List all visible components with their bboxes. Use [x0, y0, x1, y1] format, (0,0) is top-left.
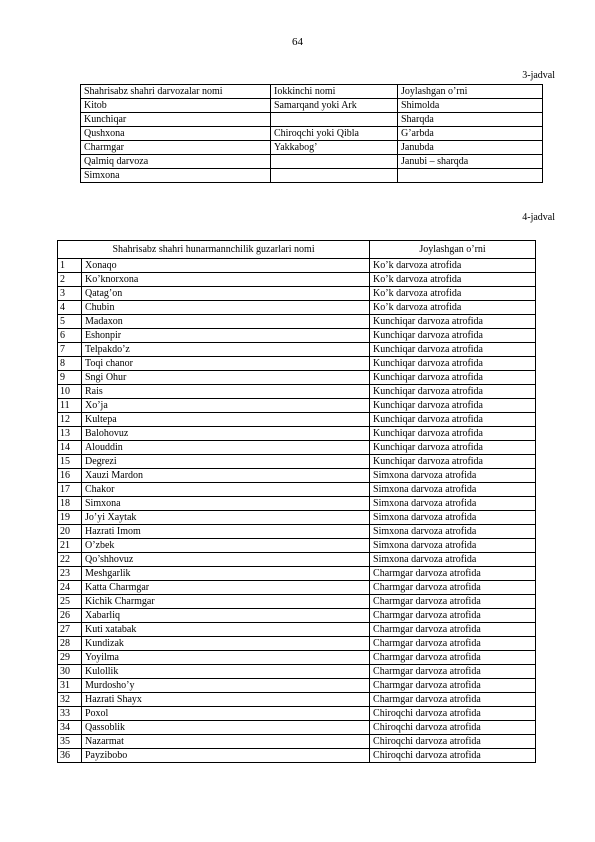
location-cell: Kunchiqar darvoza atrofida: [370, 441, 536, 455]
row-number-cell: 8: [58, 357, 82, 371]
location-cell: Chiroqchi darvoza atrofida: [370, 707, 536, 721]
quarter-name-cell: Toqi chanor: [82, 357, 370, 371]
header-location: Joylashgan o’rni: [398, 85, 543, 99]
quarter-name-cell: Kuti xatabak: [82, 623, 370, 637]
row-number-cell: 24: [58, 581, 82, 595]
quarter-name-cell: Murdosho’y: [82, 679, 370, 693]
gate-name-cell: Simxona: [81, 169, 271, 183]
page-number: 64: [292, 36, 303, 48]
quarter-name-cell: Telpakdo’z: [82, 343, 370, 357]
quarter-name-cell: Yoyilma: [82, 651, 370, 665]
location-cell: Simxona darvoza atrofida: [370, 469, 536, 483]
row-number-cell: 6: [58, 329, 82, 343]
table-row: [58, 497, 536, 511]
location-cell: Kunchiqar darvoza atrofida: [370, 315, 536, 329]
row-number-cell: 23: [58, 567, 82, 581]
quarter-name-cell: Payzibobo: [82, 749, 370, 763]
crafts-table-body: [58, 259, 536, 763]
quarter-name-cell: Chubin: [82, 301, 370, 315]
quarter-name-cell: Xo’ja: [82, 399, 370, 413]
gate-name-cell: Qalmiq darvoza: [81, 155, 271, 169]
table-row: [58, 679, 536, 693]
table-row: [81, 99, 543, 113]
location-cell: [398, 169, 543, 183]
location-cell: Ko’k darvoza atrofida: [370, 301, 536, 315]
quarter-name-cell: Poxol: [82, 707, 370, 721]
table-row: [58, 469, 536, 483]
second-name-cell: Chiroqchi yoki Qibla: [271, 127, 398, 141]
row-number-cell: 15: [58, 455, 82, 469]
quarter-name-cell: O’zbek: [82, 539, 370, 553]
location-cell: Charmgar darvoza atrofida: [370, 651, 536, 665]
table-row: [58, 707, 536, 721]
row-number-cell: 2: [58, 273, 82, 287]
table-row: [58, 315, 536, 329]
quarter-name-cell: Alouddin: [82, 441, 370, 455]
location-cell: Charmgar darvoza atrofida: [370, 609, 536, 623]
row-number-cell: 28: [58, 637, 82, 651]
location-cell: Simxona darvoza atrofida: [370, 511, 536, 525]
table-header-row: [58, 241, 536, 259]
row-number-cell: 9: [58, 371, 82, 385]
location-cell: Simxona darvoza atrofida: [370, 497, 536, 511]
location-cell: Charmgar darvoza atrofida: [370, 665, 536, 679]
row-number-cell: 29: [58, 651, 82, 665]
location-cell: Kunchiqar darvoza atrofida: [370, 329, 536, 343]
row-number-cell: 33: [58, 707, 82, 721]
quarter-name-cell: Jo’yi Xaytak: [82, 511, 370, 525]
gate-name-cell: Charmgar: [81, 141, 271, 155]
location-cell: Charmgar darvoza atrofida: [370, 693, 536, 707]
row-number-cell: 36: [58, 749, 82, 763]
location-cell: Charmgar darvoza atrofida: [370, 623, 536, 637]
table-row: [58, 637, 536, 651]
location-cell: Kunchiqar darvoza atrofida: [370, 427, 536, 441]
row-number-cell: 17: [58, 483, 82, 497]
location-cell: Ko’k darvoza atrofida: [370, 259, 536, 273]
table-row: [58, 749, 536, 763]
table-row: [58, 329, 536, 343]
table-row: [81, 127, 543, 141]
location-cell: Kunchiqar darvoza atrofida: [370, 357, 536, 371]
table-row: [58, 385, 536, 399]
row-number-cell: 31: [58, 679, 82, 693]
table-row: [58, 399, 536, 413]
quarter-name-cell: Qassoblik: [82, 721, 370, 735]
row-number-cell: 3: [58, 287, 82, 301]
row-number-cell: 27: [58, 623, 82, 637]
location-cell: Shimolda: [398, 99, 543, 113]
location-cell: Kunchiqar darvoza atrofida: [370, 455, 536, 469]
quarter-name-cell: Nazarmat: [82, 735, 370, 749]
header-gate-name: Shahrisabz shahri darvozalar nomi: [81, 85, 271, 99]
gates-table: [80, 84, 543, 183]
row-number-cell: 1: [58, 259, 82, 273]
location-cell: Kunchiqar darvoza atrofida: [370, 343, 536, 357]
table-row: [58, 273, 536, 287]
quarter-name-cell: Kichik Charmgar: [82, 595, 370, 609]
row-number-cell: 20: [58, 525, 82, 539]
row-number-cell: 14: [58, 441, 82, 455]
quarter-name-cell: Kultepa: [82, 413, 370, 427]
quarter-name-cell: Simxona: [82, 497, 370, 511]
gates-table-body: [81, 99, 543, 183]
quarter-name-cell: Degrezi: [82, 455, 370, 469]
location-cell: Charmgar darvoza atrofida: [370, 567, 536, 581]
table-row: [58, 357, 536, 371]
second-name-cell: [271, 169, 398, 183]
row-number-cell: 13: [58, 427, 82, 441]
row-number-cell: 16: [58, 469, 82, 483]
table-row: [58, 567, 536, 581]
second-name-cell: Samarqand yoki Ark: [271, 99, 398, 113]
quarter-name-cell: Balohovuz: [82, 427, 370, 441]
row-number-cell: 26: [58, 609, 82, 623]
row-number-cell: 10: [58, 385, 82, 399]
location-cell: Simxona darvoza atrofida: [370, 525, 536, 539]
table-row: [58, 427, 536, 441]
quarter-name-cell: Ko’knorxona: [82, 273, 370, 287]
quarter-name-cell: Xonaqo: [82, 259, 370, 273]
table-row: [58, 693, 536, 707]
row-number-cell: 35: [58, 735, 82, 749]
quarter-name-cell: Qo’shhovuz: [82, 553, 370, 567]
quarter-name-cell: Hazrati Shayx: [82, 693, 370, 707]
quarter-name-cell: Rais: [82, 385, 370, 399]
quarter-name-cell: Madaxon: [82, 315, 370, 329]
gate-name-cell: Qushxona: [81, 127, 271, 141]
table-row: [58, 455, 536, 469]
location-cell: Charmgar darvoza atrofida: [370, 595, 536, 609]
row-number-cell: 22: [58, 553, 82, 567]
quarter-name-cell: Qatag’on: [82, 287, 370, 301]
location-cell: Simxona darvoza atrofida: [370, 553, 536, 567]
table-row: [58, 553, 536, 567]
quarter-name-cell: Meshgarlik: [82, 567, 370, 581]
location-cell: Chiroqchi darvoza atrofida: [370, 721, 536, 735]
location-cell: G’arbda: [398, 127, 543, 141]
table-row: [81, 113, 543, 127]
row-number-cell: 32: [58, 693, 82, 707]
header-second-name: Iokkinchi nomi: [271, 85, 398, 99]
location-cell: Chiroqchi darvoza atrofida: [370, 735, 536, 749]
table-row: [58, 581, 536, 595]
table3-caption: 3-jadval: [522, 70, 555, 81]
row-number-cell: 18: [58, 497, 82, 511]
quarter-name-cell: Hazrati Imom: [82, 525, 370, 539]
quarter-name-cell: Kundizak: [82, 637, 370, 651]
row-number-cell: 4: [58, 301, 82, 315]
table-row: [58, 259, 536, 273]
table-row: [58, 525, 536, 539]
table-row: [81, 141, 543, 155]
row-number-cell: 12: [58, 413, 82, 427]
row-number-cell: 11: [58, 399, 82, 413]
row-number-cell: 34: [58, 721, 82, 735]
location-cell: Ko’k darvoza atrofida: [370, 287, 536, 301]
location-cell: Simxona darvoza atrofida: [370, 539, 536, 553]
row-number-cell: 7: [58, 343, 82, 357]
table4-caption: 4-jadval: [522, 212, 555, 223]
quarter-name-cell: Sngi Ohur: [82, 371, 370, 385]
table-row: [58, 721, 536, 735]
gate-name-cell: Kitob: [81, 99, 271, 113]
location-cell: Sharqda: [398, 113, 543, 127]
quarter-name-cell: Katta Charmgar: [82, 581, 370, 595]
location-cell: Charmgar darvoza atrofida: [370, 637, 536, 651]
location-cell: Janubda: [398, 141, 543, 155]
row-number-cell: 21: [58, 539, 82, 553]
table-row: [58, 539, 536, 553]
table-row: [58, 483, 536, 497]
table-row: [58, 413, 536, 427]
quarter-name-cell: Eshonpir: [82, 329, 370, 343]
table-row: [58, 511, 536, 525]
location-cell: Kunchiqar darvoza atrofida: [370, 371, 536, 385]
table-row: [81, 169, 543, 183]
quarter-name-cell: Xauzi Mardon: [82, 469, 370, 483]
table-row: [58, 609, 536, 623]
row-number-cell: 25: [58, 595, 82, 609]
table-row: [58, 623, 536, 637]
location-cell: Simxona darvoza atrofida: [370, 483, 536, 497]
location-cell: Chiroqchi darvoza atrofida: [370, 749, 536, 763]
table-row: [58, 651, 536, 665]
gate-name-cell: Kunchiqar: [81, 113, 271, 127]
location-cell: Charmgar darvoza atrofida: [370, 679, 536, 693]
table-row: [81, 155, 543, 169]
location-cell: Kunchiqar darvoza atrofida: [370, 399, 536, 413]
table-row: [58, 595, 536, 609]
second-name-cell: Yakkabog’: [271, 141, 398, 155]
row-number-cell: 19: [58, 511, 82, 525]
table-row: [58, 665, 536, 679]
header-quarter-name: Shahrisabz shahri hunarmannchilik guzarlari nomi: [58, 241, 370, 259]
table-row: [58, 287, 536, 301]
row-number-cell: 30: [58, 665, 82, 679]
table-row: [58, 441, 536, 455]
row-number-cell: 5: [58, 315, 82, 329]
location-cell: Janubi – sharqda: [398, 155, 543, 169]
table-row: [58, 735, 536, 749]
location-cell: Ko’k darvoza atrofida: [370, 273, 536, 287]
table-row: [58, 343, 536, 357]
quarter-name-cell: Kulollik: [82, 665, 370, 679]
second-name-cell: [271, 113, 398, 127]
location-cell: Charmgar darvoza atrofida: [370, 581, 536, 595]
quarter-name-cell: Xabarliq: [82, 609, 370, 623]
table-row: [58, 371, 536, 385]
crafts-quarters-table: [57, 240, 536, 763]
location-cell: Kunchiqar darvoza atrofida: [370, 413, 536, 427]
table-header-row: [81, 85, 543, 99]
table-row: [58, 301, 536, 315]
quarter-name-cell: Chakor: [82, 483, 370, 497]
location-cell: Kunchiqar darvoza atrofida: [370, 385, 536, 399]
second-name-cell: [271, 155, 398, 169]
header-location: Joylashgan o’rni: [370, 241, 536, 259]
